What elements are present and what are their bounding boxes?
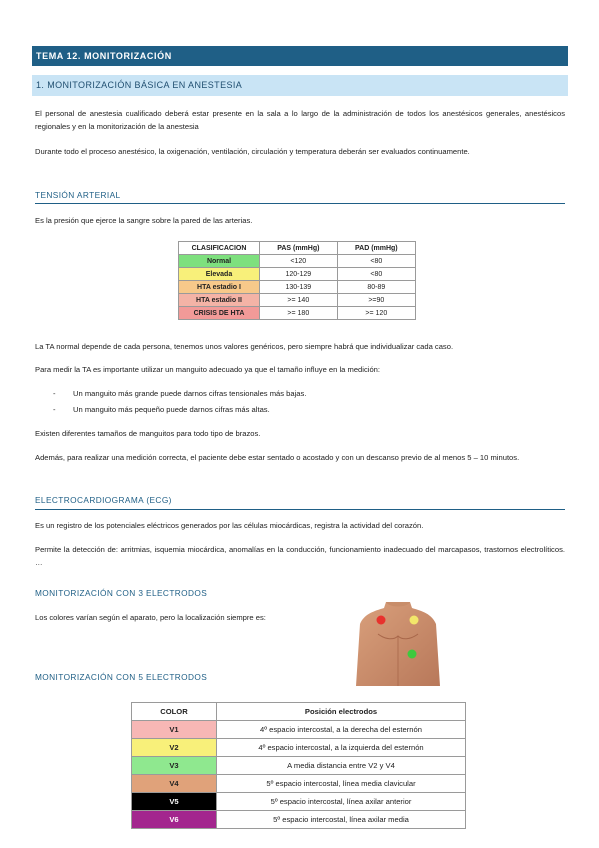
electrode-label-cell: V3 xyxy=(132,757,217,775)
blood-pressure-table xyxy=(178,241,416,320)
tension-normal-paragraph: La TA normal depende de cada persona, tenemos unos valores genéricos, pero siempre habrá que individualizar cada caso. xyxy=(35,342,454,351)
electrode-position-cell: 5º espacio intercostal, línea axilar media xyxy=(217,811,466,829)
table-row xyxy=(179,268,416,281)
ecg-paragraph-1: Es un registro de los potenciales eléctricos generados por las células miocárdicas, registra la actividad del corazón. xyxy=(35,521,424,530)
pad-cell: >= 120 xyxy=(337,307,415,320)
table-row xyxy=(132,811,466,829)
classification-cell: Elevada xyxy=(179,268,260,281)
tension-medir-paragraph: Para medir la TA es importante utilizar un manguito adecuado ya que el tamaño influye en la medición: xyxy=(35,365,381,374)
pas-cell: >= 140 xyxy=(260,294,338,307)
table-header-row xyxy=(179,242,416,255)
page-title: TEMA 12. MONITORIZACIÓN xyxy=(32,46,568,66)
yellow-electrode-icon xyxy=(410,616,419,625)
five-electrodes-heading: MONITORIZACIÓN CON 5 ELECTRODOS xyxy=(35,672,208,682)
tension-divider xyxy=(35,203,565,204)
pas-cell: >= 180 xyxy=(260,307,338,320)
pad-cell: <80 xyxy=(337,255,415,268)
pas-cell: <120 xyxy=(260,255,338,268)
table-row xyxy=(179,307,416,320)
list-item-text: Un manguito más pequeño puede darnos cifras más altas. xyxy=(73,405,270,414)
section-title: 1. MONITORIZACIÓN BÁSICA EN ANESTESIA xyxy=(32,75,568,96)
tension-heading: TENSIÓN ARTERIAL xyxy=(35,190,121,200)
table-row xyxy=(179,294,416,307)
ecg-heading: ELECTROCARDIOGRAMA (ECG) xyxy=(35,495,172,505)
tension-tamanos-paragraph: Existen diferentes tamaños de manguitos para todo tipo de brazos. xyxy=(35,429,261,438)
table-row xyxy=(132,739,466,757)
electrode-label-cell: V5 xyxy=(132,793,217,811)
classification-cell: CRISIS DE HTA xyxy=(179,307,260,320)
pas-cell: 120-129 xyxy=(260,268,338,281)
three-electrodes-text: Los colores varían según el aparato, pero la localización siempre es: xyxy=(35,613,266,622)
table-row xyxy=(132,757,466,775)
electrode-position-cell: 4º espacio intercostal, a la izquierda del esternón xyxy=(217,739,466,757)
electrode-label-cell: V2 xyxy=(132,739,217,757)
pad-cell: <80 xyxy=(337,268,415,281)
electrode-position-cell: 5º espacio intercostal, línea axilar anterior xyxy=(217,793,466,811)
classification-cell: Normal xyxy=(179,255,260,268)
electrode-label-cell: V1 xyxy=(132,721,217,739)
table-row xyxy=(179,255,416,268)
three-electrodes-heading: MONITORIZACIÓN CON 3 ELECTRODOS xyxy=(35,588,208,598)
table-row xyxy=(179,281,416,294)
table-row xyxy=(132,721,466,739)
column-header: Posición electrodos xyxy=(217,703,466,721)
electrode-position-cell: 4º espacio intercostal, a la derecha del esternón xyxy=(217,721,466,739)
ecg-paragraph-2: Permite la detección de: arritmias, isquemia miocárdica, anomalías en la conducción, funcionamiento inadecuado del marcapasos, trastornos electrolíticos. … xyxy=(35,545,565,567)
ecg-divider xyxy=(35,509,565,510)
list-dash: - xyxy=(53,389,56,398)
column-header: COLOR xyxy=(132,703,217,721)
electrode-label-cell: V6 xyxy=(132,811,217,829)
intro-paragraph-2: Durante todo el proceso anestésico, la oxigenación, ventilación, circulación y temperatura deberán ser evaluados continuamente. xyxy=(35,147,470,156)
tension-definition: Es la presión que ejerce la sangre sobre la pared de las arterias. xyxy=(35,216,253,225)
column-header: PAS (mmHg) xyxy=(260,242,338,255)
classification-cell: HTA estadio II xyxy=(179,294,260,307)
electrode-position-cell: A media distancia entre V2 y V4 xyxy=(217,757,466,775)
red-electrode-icon xyxy=(377,616,386,625)
electrode-position-cell: 5º espacio intercostal, línea media clavicular xyxy=(217,775,466,793)
list-item-text: Un manguito más grande puede darnos cifras tensionales más bajas. xyxy=(73,389,307,398)
pad-cell: >=90 xyxy=(337,294,415,307)
column-header: CLASIFICACION xyxy=(179,242,260,255)
intro-paragraph-1: El personal de anestesia cualificado deberá estar presente en la sala a lo largo de la administración de todos los anestésicos generales, anestésicos regionales y en la monitorización de la anestesia xyxy=(35,109,565,131)
table-row xyxy=(132,793,466,811)
tension-medicion-paragraph: Además, para realizar una medición correcta, el paciente debe estar sentado o acostado y con un descanso previo de al menos 5 – 10 minutos. xyxy=(35,453,520,462)
list-dash: - xyxy=(53,405,56,414)
table-header-row xyxy=(132,703,466,721)
table-row xyxy=(132,775,466,793)
pas-cell: 130-139 xyxy=(260,281,338,294)
electrodes-table xyxy=(131,702,466,829)
pad-cell: 80-89 xyxy=(337,281,415,294)
classification-cell: HTA estadio I xyxy=(179,281,260,294)
green-electrode-icon xyxy=(408,650,417,659)
electrode-label-cell: V4 xyxy=(132,775,217,793)
column-header: PAD (mmHg) xyxy=(337,242,415,255)
